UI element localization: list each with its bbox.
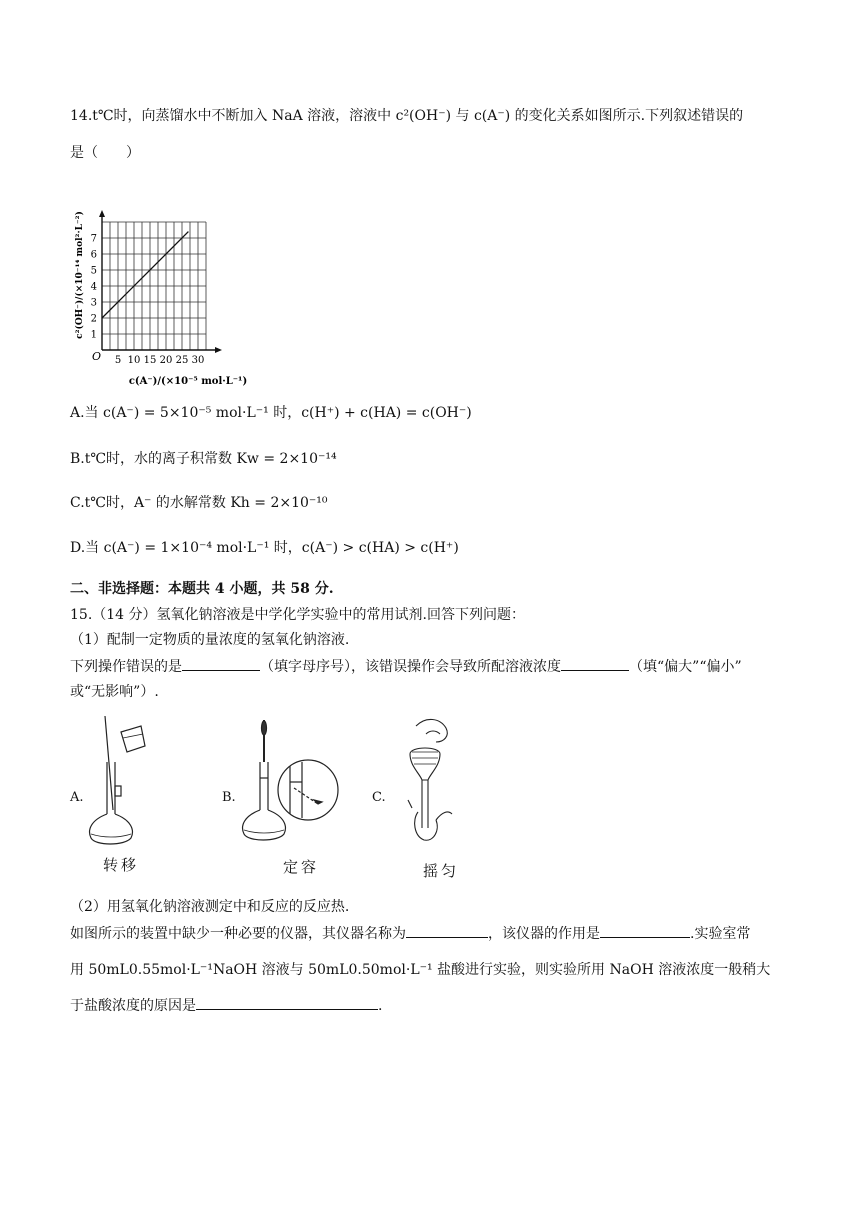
answer-blank-2[interactable] [561,656,629,671]
q15-part2-question-end [70,995,382,1016]
answer-blank-5[interactable] [196,995,378,1010]
q14-option-c: C.t℃时，A⁻ 的水解常数 Kh = 2×10⁻¹⁰ [70,495,328,511]
figure-c-label: C. [372,790,386,805]
x-tick-label: 20 [159,355,173,366]
q15-part2-question [70,923,750,944]
q14-option-b: B.t℃时，水的离子积常数 Kw = 2×10⁻¹⁴ [70,451,337,467]
q14-chart [70,170,270,392]
q15-part2-text-c: .实验室常 [690,926,751,942]
y-tick-label: 7 [90,233,97,245]
q15-part2-title: （2）用氢氧化钠溶液测定中和反应的反应热. [70,899,350,915]
q15-part2-text-a: 如图所示的装置中缺少一种必要的仪器，其仪器名称为 [70,926,406,942]
figure-b-caption: 定容 [283,858,320,876]
q15-part1-question [70,656,742,677]
y-tick-label: 1 [90,329,97,341]
figure-a-transfer [85,712,155,850]
y-tick-label: 2 [90,313,97,325]
q15-part2-question-cont: 用 50mL0.55mol·L⁻¹NaOH 溶液与 50mL0.50mol·L⁻¹ 盐酸进行实验，则实验所用 NaOH 溶液浓度一般稍大 [70,962,771,978]
origin-label: O [92,350,102,363]
q14-option-a: A.当 c(A⁻) = 5×10⁻⁵ mol·L⁻¹ 时，c(H⁺) + c(HA) = c(OH⁻) [70,405,472,421]
x-tick-label: 30 [191,355,205,366]
x-axis-label: c(A⁻)/(×10⁻⁵ mol·L⁻¹) [128,376,248,387]
figure-a-caption: 转移 [103,856,140,874]
figure-c-shake [396,712,466,852]
x-tick-label: 5 [114,355,122,366]
chart-axes [99,210,222,353]
chart-series [102,232,188,318]
q15-part1-text-a: 下列操作错误的是 [70,659,182,675]
q15-part2-text-b: ，该仪器的作用是 [488,926,600,942]
q15-intro: 15.（14 分）氢氧化钠溶液是中学化学实验中的常用试剂.回答下列问题： [70,607,525,623]
chart-grid [102,222,206,350]
y-tick-label: 6 [90,249,97,261]
y-tick-label: 5 [90,265,97,277]
q15-part1-text-b: （填字母序号），该错误操作会导致所配溶液浓度 [260,659,561,675]
figure-c-caption: 摇匀 [423,862,460,880]
series-line [102,232,188,318]
y-tick-label: 3 [90,297,97,309]
q15-part1-question-cont: 或“无影响”）. [70,684,159,700]
figure-b-volume [238,718,348,850]
q15-part1-text-c: （填“偏大”“偏小” [629,659,742,675]
x-tick-label: 25 [175,355,189,366]
y-axis-arrow [99,210,105,217]
chart-ticks [91,234,205,367]
q15-part1-title: （1）配制一定物质的量浓度的氢氧化钠溶液. [70,632,350,648]
x-tick-label: 10 [127,355,141,366]
q14-stem-line2: 是（ ） [70,145,140,161]
q15-part2-text-e: 于盐酸浓度的原因是 [70,998,196,1014]
figure-a-label: A. [70,790,84,805]
q14-option-d: D.当 c(A⁻) = 1×10⁻⁴ mol·L⁻¹ 时，c(A⁻) > c(HA) > c(H⁺) [70,540,459,556]
answer-blank-1[interactable] [182,656,260,671]
y-tick-label: 4 [90,281,97,293]
section2-heading: 二、非选择题：本题共 4 小题，共 58 分. [70,581,334,597]
y-axis-label: c²(OH⁻)/(×10⁻¹⁴ mol²·L⁻²) [75,211,85,339]
x-tick-label: 15 [143,355,157,366]
figure-b-label: B. [222,790,236,805]
q15-part2-text-f: . [378,998,383,1014]
answer-blank-4[interactable] [600,923,690,938]
q14-stem-line1: 14.t℃时，向蒸馏水中不断加入 NaA 溶液，溶液中 c²(OH⁻) 与 c(A⁻) 的变化关系如图所示.下列叙述错误的 [70,108,744,124]
answer-blank-3[interactable] [406,923,488,938]
x-axis-arrow [215,347,222,353]
